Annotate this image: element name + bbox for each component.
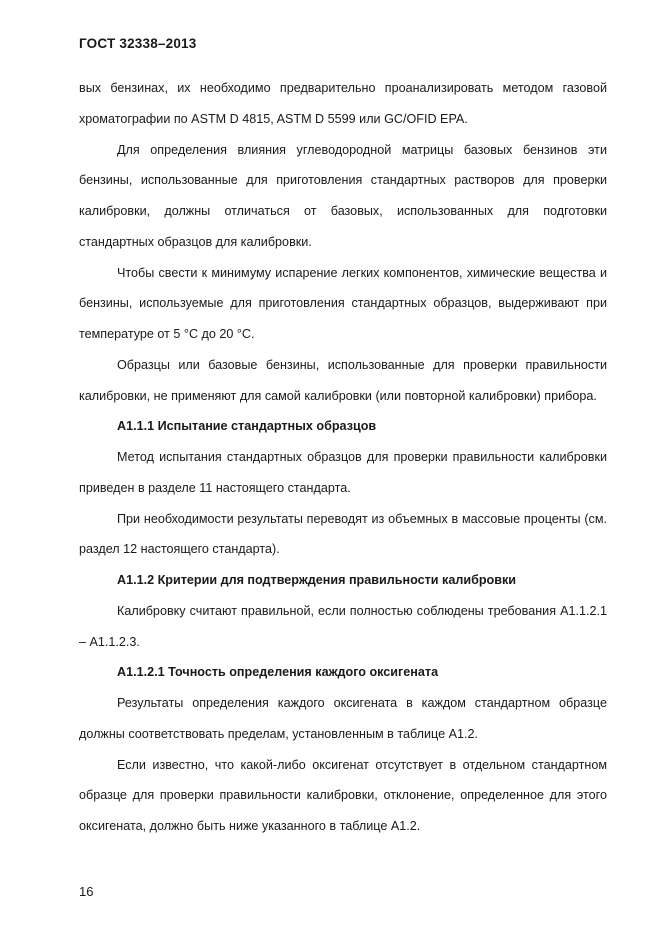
page-number: 16 <box>79 884 94 899</box>
section-heading-a1-1-1: А1.1.1 Испытание стандартных образцов <box>117 419 377 434</box>
paragraph-criteria: Калибровку считают правильной, если полностью соблюдены требования А1.1.2.1 – А1.1.2.3. <box>79 603 607 649</box>
section-heading-a1-1-2-1: А1.1.2.1 Точность определения каждого оксигената <box>117 665 439 680</box>
paragraph-absent-oxygenate: Если известно, что какой-либо оксигенат отсутствует в отдельном стандартном образце для проверки правильности калибровки, отклонение, определенное для этого оксигената, должно быть ниже указанного в таблице А1.2. <box>79 757 607 833</box>
paragraph-evaporation: Чтобы свести к минимуму испарение легких компонентов, химические вещества и бензины, используемые для приготовления стандартных образцов, выдерживают при температуре от 5 °С до 20 °С. <box>79 265 607 341</box>
paragraph-conversion: При необходимости результаты переводят из объемных в массовые проценты (см. раздел 12 настоящего стандарта). <box>79 511 607 557</box>
document-header-code: ГОСТ 32338–2013 <box>79 36 197 51</box>
section-heading-a1-1-2: А1.1.2 Критерии для подтверждения правильности калибровки <box>117 573 517 587</box>
paragraph-test-method: Метод испытания стандартных образцов для проверки правильности калибровки приведен в разделе 11 настоящего стандарта. <box>79 450 607 495</box>
paragraph-matrix-influence: Для определения влияния углеводородной матрицы базовых бензинов эти бензины, использованные для приготовления стандартных растворов для проверки калибровки, должны отличаться от базовых, использованных для подготовки стандартных образцов для калибровки. <box>79 142 607 249</box>
paragraph-results-limits: Результаты определения каждого оксигената в каждом стандартном образце должны соответствовать пределам, установленным в таблице А1.2. <box>79 696 607 741</box>
document-body <box>79 73 607 842</box>
paragraph-continuation: вых бензинах, их необходимо предварительно проанализировать методом газовой хроматографии по ASTM D 4815, ASTM D 5599 или GC/OFID EPA. <box>79 81 607 126</box>
paragraph-samples-usage: Образцы или базовые бензины, использованные для проверки правильности калибровки, не применяют для самой калибровки (или повторной калибровки) прибора. <box>79 357 607 403</box>
